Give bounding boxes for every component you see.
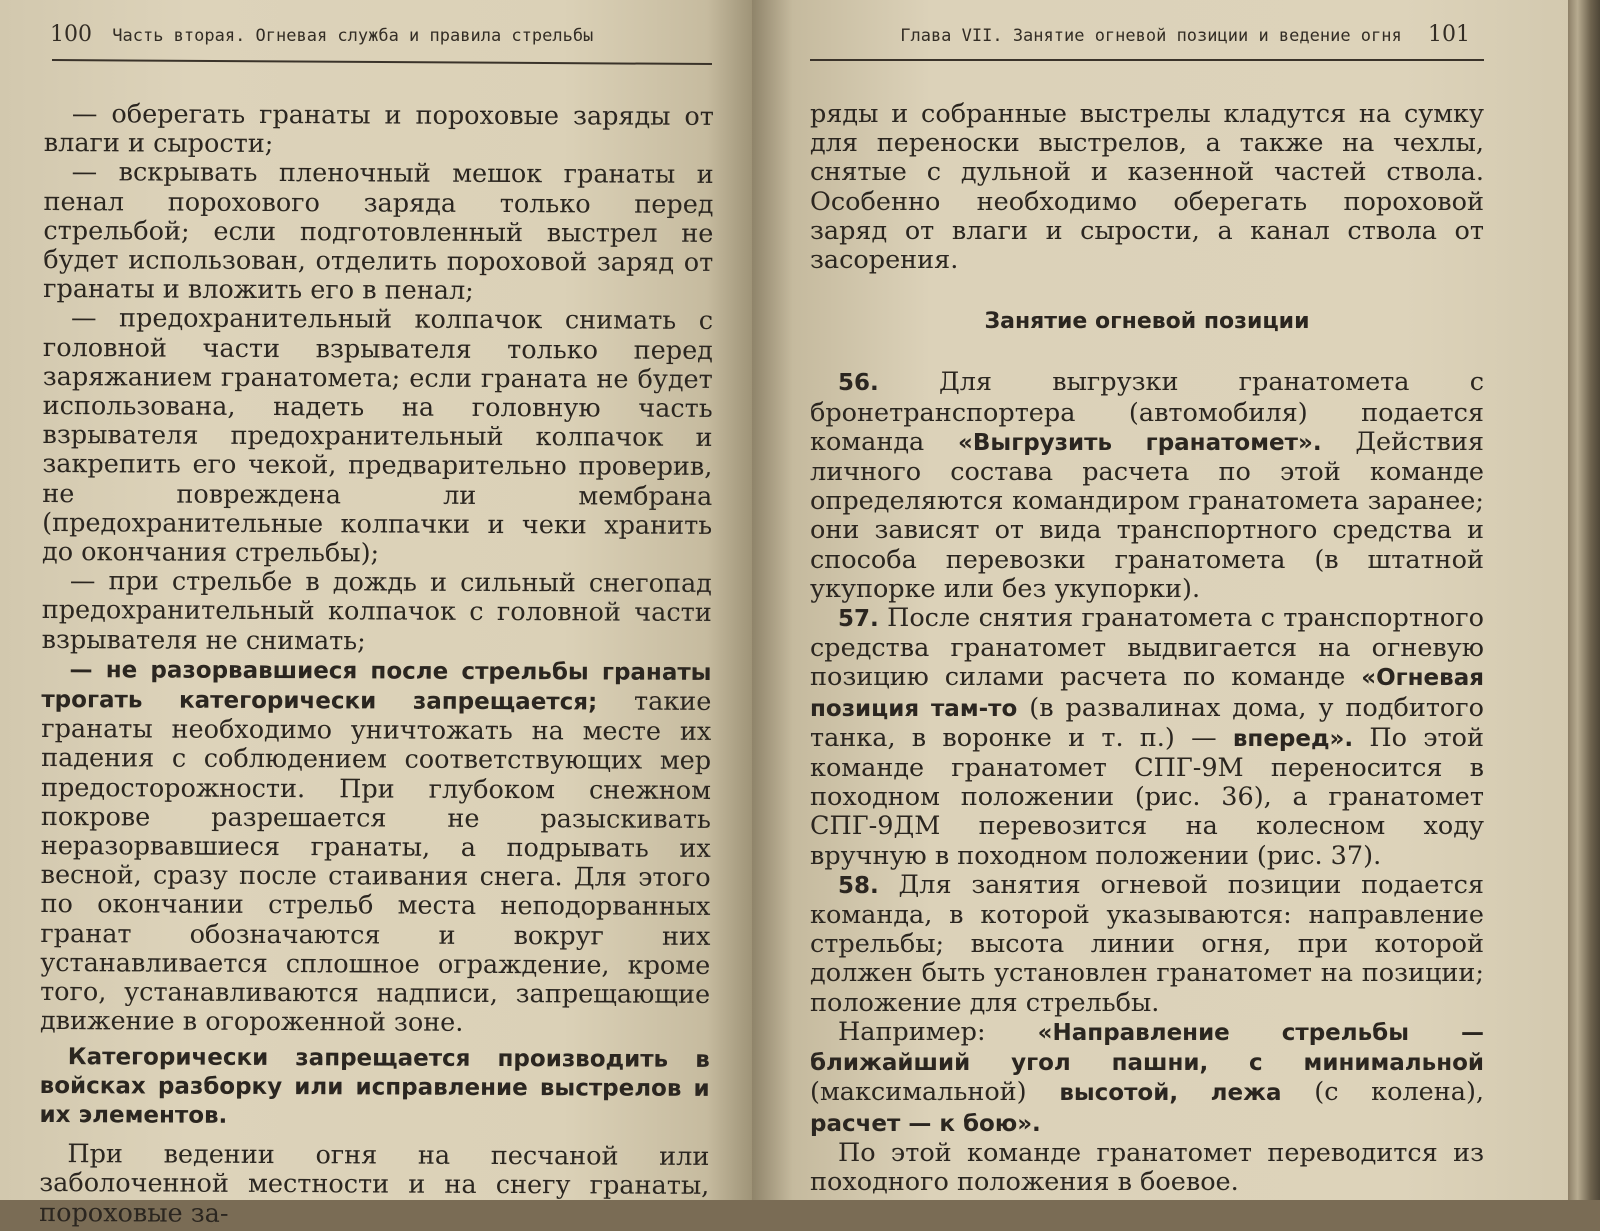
book-page-edge <box>1568 0 1600 1200</box>
example-lead: Например: <box>838 1016 1038 1047</box>
continuation-paragraph: ряды и собранные выстрелы кладутся на сумку для переноски выстрелов, а также на чехлы, снятые с дульной и казенной частей ствола. Особенно необходимо оберегать пороховой заряд от влаги и сырости, а канал ствола от засорения. <box>810 99 1484 276</box>
paragraph-57 <box>810 604 1484 871</box>
right-page-number: 101 <box>1428 22 1470 47</box>
paragraph-text: Действия личного состава расчета по этой команде определяются командиром гранатомета заранее; они зависят от вида транспортного средства и способа перевозки гранатомета (в штатной укупорке или без укупорки). <box>810 426 1484 604</box>
prohibition-bold-text: — не разорвавшиеся после стрельбы гранаты трогать категорически запрещается; <box>41 656 712 716</box>
list-item-text: такие гранаты необходимо уничтожать на месте их падения с соблюдением соответствующих мер предосторожности. При глубоком снежном покрове разрешается не разыскивать неразорвавшиеся гранаты, а подрывать их весной, сразу после стаивания снега. Для этого по окончании стрельб места неподорванных гранат обозначаются и вокруг них устанавливается сплошное ограждение, кроме того, устанавливаются надписи, запрещающие движение в огороженной зоне. <box>39 686 712 1039</box>
command-text: расчет — к бою». <box>810 1110 1041 1137</box>
command-text: высотой, лежа <box>1059 1080 1282 1107</box>
list-item: — предохранительный колпачок снимать с головной части взрывателя только перед заряжанием гранатомета; если граната не будет использована, надеть на головную часть взрывателя предохранительный колпачок и закрепить его чекой, предварительно проверив, не повреждена ли мембрана (предохранительные колпачки и чеки хранить до окончания стрельбы); <box>41 303 714 569</box>
left-page-number: 100 <box>50 22 92 47</box>
paragraph-58 <box>810 871 1484 1018</box>
paragraph-number: 56. <box>838 370 879 397</box>
example-paragraph <box>810 1018 1484 1139</box>
right-header-rule <box>810 59 1484 61</box>
list-item: — вскрывать пленочный мешок гранаты и пенал порохового заряда только перед стрельбой; если подготовленный выстрел не будет использован, отделить пороховой заряд от гранаты и вложить его в пенал; <box>43 157 714 307</box>
right-page <box>752 0 1568 1200</box>
command-text: «Направление стрельбы — ближайший угол пашни, с минимальной <box>810 1019 1484 1077</box>
section-heading: Занятие огневой позиции <box>984 309 1310 335</box>
right-running-head-title: Глава VII. Занятие огневой позиции и ведение огня <box>900 26 1402 46</box>
paragraph-text: Для выгрузки гранатомета с бронетранспортера (автомобиля) подается команда <box>810 367 1484 457</box>
left-final-paragraph: При ведении огня на песчаной или заболоченной местности и на снегу гранаты, пороховые за- <box>39 1139 710 1229</box>
list-item: — оберегать гранаты и пороховые заряды от влаги и сырости; <box>43 99 714 160</box>
left-body-text <box>39 100 714 1231</box>
left-running-header <box>50 22 710 56</box>
right-running-header <box>810 22 1470 56</box>
paragraph-text: (в развалинах дома, у подбитого танка, в воронке и т. п.) — <box>810 692 1484 753</box>
command-text: вперед». <box>1232 725 1354 752</box>
list-item: — при стрельбе в дождь и сильный снегопад предохранительный колпачок с головной части взрывателя не снимать; <box>41 566 712 657</box>
paragraph-text: (максимальной) <box>810 1077 1060 1108</box>
paragraph-text: После снятия гранатомета с транспортного средства гранатомет выдвигается на огневую позицию силами расчета по команде <box>810 603 1484 693</box>
paragraph-text: По этой команде гранатомет СПГ-9М переносится в походном положении (рис. 36), а гранатомет СПГ-9ДМ перевозится на колесном ходу вручную в походном положении (рис. 37). <box>810 722 1484 871</box>
left-running-head-title: Часть вторая. Огневая служба и правила стрельбы <box>112 26 594 46</box>
paragraph-text: Для занятия огневой позиции подается команда, в которой указываются: направление стрельбы; высота линии огня, при которой должен быть установлен гранатомет на позиции; положение для стрельбы. <box>810 869 1484 1018</box>
paragraph-number: 58. <box>838 872 879 899</box>
left-header-rule <box>52 59 712 65</box>
paragraph-56 <box>810 368 1484 604</box>
right-body-text <box>810 100 1484 1197</box>
paragraph-number: 57. <box>838 606 879 633</box>
command-text: «Огневая позиция там-то <box>810 665 1484 722</box>
command-text: «Выгрузить гранатомет». <box>958 429 1322 456</box>
list-item <box>40 655 712 1040</box>
right-final-paragraph: По этой команде гранатомет переводится из походного положения в боевое. <box>810 1137 1484 1197</box>
warning-paragraph: Категорически запрещается производить в войсках разборку или исправление выстрелов и их элементов. <box>39 1043 710 1129</box>
paragraph-text: (с колена), <box>1281 1077 1485 1108</box>
left-page <box>0 0 752 1229</box>
